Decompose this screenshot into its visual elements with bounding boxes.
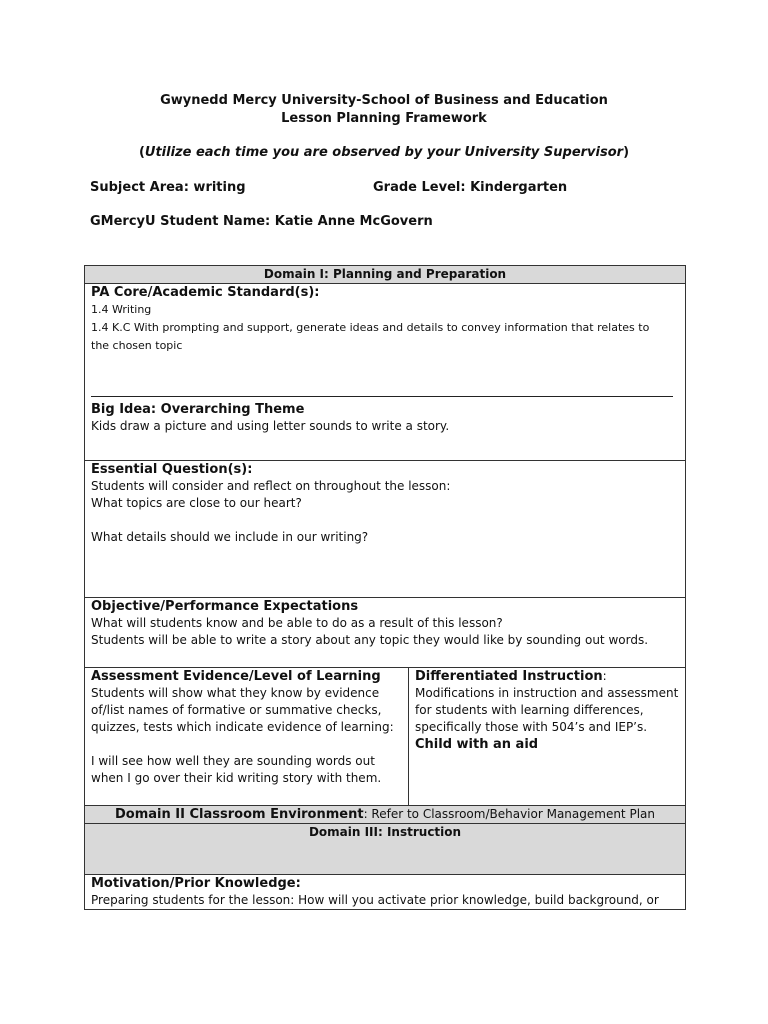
motivation-section (85, 875, 686, 910)
standard-line: 1.4 K.C With prompting and support, generate ideas and details to convey information that relates to (91, 321, 650, 334)
lesson-plan-table (84, 265, 686, 910)
objective-heading: Objective/Performance Expectations (91, 599, 359, 614)
standards-heading: PA Core/Academic Standard(s): (91, 285, 320, 300)
divider-line (91, 395, 673, 397)
supervisor-note: (Utilize each time you are observed by your University Supervisor) (138, 145, 630, 160)
big-idea-heading: Big Idea: Overarching Theme (91, 402, 305, 417)
differentiated-heading: Differentiated Instruction: (415, 669, 607, 684)
framework-title: Lesson Planning Framework (281, 111, 487, 126)
differentiated-section (409, 668, 686, 806)
essential-line: What details should we include in our writing? (91, 530, 369, 544)
motivation-text: Preparing students for the lesson: How will you activate prior knowledge, build background, or (91, 893, 659, 907)
standard-line: the chosen topic (91, 339, 183, 352)
objective-section (85, 598, 686, 668)
assessment-section (85, 668, 409, 806)
motivation-heading: Motivation/Prior Knowledge: (91, 876, 301, 891)
grade-level: Grade Level: Kindergarten (373, 180, 568, 195)
assessment-heading: Assessment Evidence/Level of Learning (91, 669, 381, 684)
assessment-text: Students will show what they know by evidence of/list names of formative or summative checks, quizzes, tests which indicate evidence of learning: (91, 686, 394, 734)
domain1-heading: Domain I: Planning and Preparation (85, 266, 686, 284)
objective-line: What will students know and be able to do as a result of this lesson? (91, 616, 503, 630)
student-name: GMercyU Student Name: Katie Anne McGovern (90, 214, 433, 229)
differentiated-text: Modifications in instruction and assessment for students with learning differences, specifically those with 504’s and IEP’s. (415, 686, 679, 734)
objective-line: Students will be able to write a story about any topic they would like by sounding out words. (91, 633, 649, 647)
big-idea-text: Kids draw a picture and using letter sounds to write a story. (91, 419, 450, 433)
standard-line: 1.4 Writing (91, 303, 152, 316)
standards-section (85, 284, 686, 461)
domain2-heading: Domain II Classroom Environment: Refer to Classroom/Behavior Management Plan (85, 806, 686, 824)
essential-line: What topics are close to our heart? (91, 496, 302, 510)
child-with-aid: Child with an aid (415, 737, 539, 752)
domain3-heading: Domain III: Instruction (85, 824, 686, 875)
essential-heading: Essential Question(s): (91, 462, 253, 477)
essential-line: Students will consider and reflect on throughout the lesson: (91, 479, 451, 493)
assessment-text-2: I will see how well they are sounding words out when I go over their kid writing story with them. (91, 754, 382, 785)
essential-questions-section (85, 461, 686, 598)
subject-area: Subject Area: writing (90, 180, 246, 195)
institution-title: Gwynedd Mercy University-School of Business and Education (160, 93, 608, 108)
